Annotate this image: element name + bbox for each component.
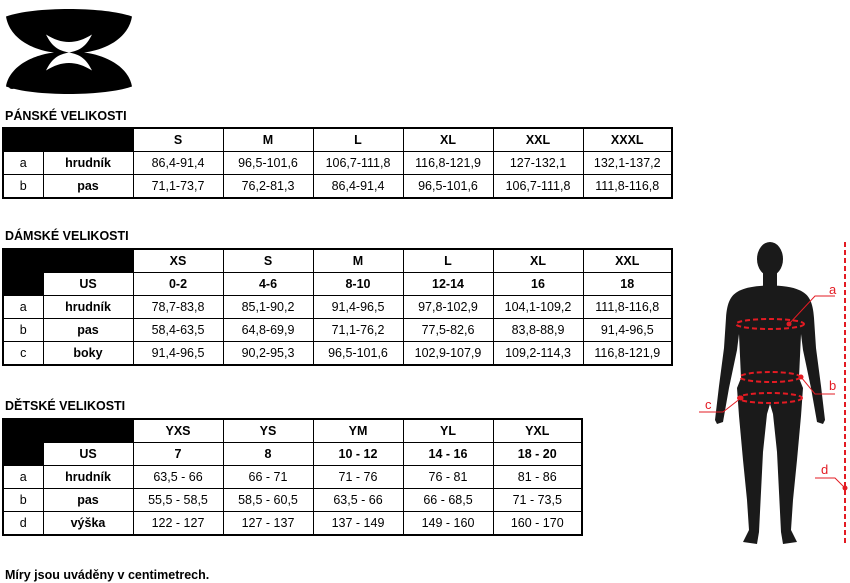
value-cell: 83,8-88,9 xyxy=(493,319,583,342)
value-cell: 116,8-121,9 xyxy=(403,152,493,175)
value-cell: 132,1-137,2 xyxy=(583,152,672,175)
value-cell: 63,5 - 66 xyxy=(133,466,223,489)
size-header: XS xyxy=(133,249,223,273)
value-cell: 102,9-107,9 xyxy=(403,342,493,366)
table-row xyxy=(3,319,672,342)
value-cell: 86,4-91,4 xyxy=(313,175,403,199)
value-cell: 66 - 71 xyxy=(223,466,313,489)
size-header: XXL xyxy=(493,128,583,152)
table-row xyxy=(3,175,672,199)
us-size: 0-2 xyxy=(133,273,223,296)
value-cell: 71 - 73,5 xyxy=(493,489,582,512)
row-key: d xyxy=(3,512,43,536)
row-key: a xyxy=(3,466,43,489)
row-key: b xyxy=(3,175,43,199)
womens-size-table xyxy=(2,248,673,366)
row-key: b xyxy=(3,319,43,342)
value-cell: 55,5 - 58,5 xyxy=(133,489,223,512)
row-key: a xyxy=(3,296,43,319)
value-cell: 76,2-81,3 xyxy=(223,175,313,199)
footnote: Míry jsou uváděny v centimetrech. xyxy=(5,568,210,582)
header-cell xyxy=(3,419,133,443)
value-cell: 96,5-101,6 xyxy=(403,175,493,199)
value-cell: 78,7-83,8 xyxy=(133,296,223,319)
womens-title: DÁMSKÉ VELIKOSTI xyxy=(5,229,129,243)
value-cell: 91,4-96,5 xyxy=(583,319,672,342)
us-size: 18 - 20 xyxy=(493,443,582,466)
value-cell: 86,4-91,4 xyxy=(133,152,223,175)
row-label: hrudník xyxy=(43,152,133,175)
us-size: 8 xyxy=(223,443,313,466)
value-cell: 63,5 - 66 xyxy=(313,489,403,512)
size-header: YXS xyxy=(133,419,223,443)
value-cell: 64,8-69,9 xyxy=(223,319,313,342)
size-header: YXL xyxy=(493,419,582,443)
row-label: boky xyxy=(43,342,133,366)
size-header: XL xyxy=(403,128,493,152)
row-label: pas xyxy=(43,319,133,342)
value-cell: 90,2-95,3 xyxy=(223,342,313,366)
label-b: b xyxy=(829,378,837,393)
table-row xyxy=(3,512,582,536)
value-cell: 71,1-73,7 xyxy=(133,175,223,199)
label-d: d xyxy=(821,462,829,477)
us-size: 10 - 12 xyxy=(313,443,403,466)
row-label: hrudník xyxy=(43,466,133,489)
value-cell: 149 - 160 xyxy=(403,512,493,536)
header-cell xyxy=(3,249,133,273)
body-measurement-figure xyxy=(693,238,850,550)
table-row xyxy=(3,342,672,366)
size-header: S xyxy=(223,249,313,273)
size-header: XXL xyxy=(583,249,672,273)
size-header: L xyxy=(313,128,403,152)
value-cell: 127 - 137 xyxy=(223,512,313,536)
row-key: b xyxy=(3,489,43,512)
value-cell: 71 - 76 xyxy=(313,466,403,489)
value-cell: 122 - 127 xyxy=(133,512,223,536)
us-size: 8-10 xyxy=(313,273,403,296)
size-header: YM xyxy=(313,419,403,443)
value-cell: 91,4-96,5 xyxy=(133,342,223,366)
value-cell: 96,5-101,6 xyxy=(313,342,403,366)
table-row xyxy=(3,152,672,175)
value-cell: 104,1-109,2 xyxy=(493,296,583,319)
us-size: 16 xyxy=(493,273,583,296)
value-cell: 127-132,1 xyxy=(493,152,583,175)
value-cell: 116,8-121,9 xyxy=(583,342,672,366)
value-cell: 106,7-111,8 xyxy=(313,152,403,175)
value-cell: 81 - 86 xyxy=(493,466,582,489)
value-cell: 91,4-96,5 xyxy=(313,296,403,319)
value-cell: 111,8-116,8 xyxy=(583,296,672,319)
row-label: pas xyxy=(43,175,133,199)
value-cell: 97,8-102,9 xyxy=(403,296,493,319)
row-key: c xyxy=(3,342,43,366)
label-a: a xyxy=(829,282,837,297)
row-key: a xyxy=(3,152,43,175)
us-size: 7 xyxy=(133,443,223,466)
us-label: US xyxy=(43,443,133,466)
value-cell: 58,4-63,5 xyxy=(133,319,223,342)
us-label: US xyxy=(43,273,133,296)
kids-size-table xyxy=(2,418,583,536)
brand-name: UNDER ARMOUR xyxy=(8,80,106,92)
value-cell: 109,2-114,3 xyxy=(493,342,583,366)
value-cell: 111,8-116,8 xyxy=(583,175,672,199)
header-cell xyxy=(3,443,43,466)
us-size: 14 - 16 xyxy=(403,443,493,466)
size-header: XL xyxy=(493,249,583,273)
size-header: M xyxy=(313,249,403,273)
size-header: YS xyxy=(223,419,313,443)
size-header: XXXL xyxy=(583,128,672,152)
us-size: 4-6 xyxy=(223,273,313,296)
value-cell: 96,5-101,6 xyxy=(223,152,313,175)
row-label: výška xyxy=(43,512,133,536)
value-cell: 160 - 170 xyxy=(493,512,582,536)
row-label: pas xyxy=(43,489,133,512)
value-cell: 85,1-90,2 xyxy=(223,296,313,319)
value-cell: 71,1-76,2 xyxy=(313,319,403,342)
table-row xyxy=(3,296,672,319)
us-size: 18 xyxy=(583,273,672,296)
label-c: c xyxy=(705,397,712,412)
size-header: S xyxy=(133,128,223,152)
mens-title: PÁNSKÉ VELIKOSTI xyxy=(5,109,127,123)
size-header: M xyxy=(223,128,313,152)
row-label: hrudník xyxy=(43,296,133,319)
header-cell xyxy=(3,273,43,296)
value-cell: 137 - 149 xyxy=(313,512,403,536)
value-cell: 106,7-111,8 xyxy=(493,175,583,199)
table-row xyxy=(3,489,582,512)
size-header: YL xyxy=(403,419,493,443)
value-cell: 76 - 81 xyxy=(403,466,493,489)
value-cell: 66 - 68,5 xyxy=(403,489,493,512)
header-cell xyxy=(3,128,133,152)
kids-title: DĚTSKÉ VELIKOSTI xyxy=(5,399,126,413)
table-row xyxy=(3,466,582,489)
us-size: 12-14 xyxy=(403,273,493,296)
value-cell: 58,5 - 60,5 xyxy=(223,489,313,512)
mens-size-table xyxy=(2,127,673,199)
value-cell: 77,5-82,6 xyxy=(403,319,493,342)
size-header: L xyxy=(403,249,493,273)
